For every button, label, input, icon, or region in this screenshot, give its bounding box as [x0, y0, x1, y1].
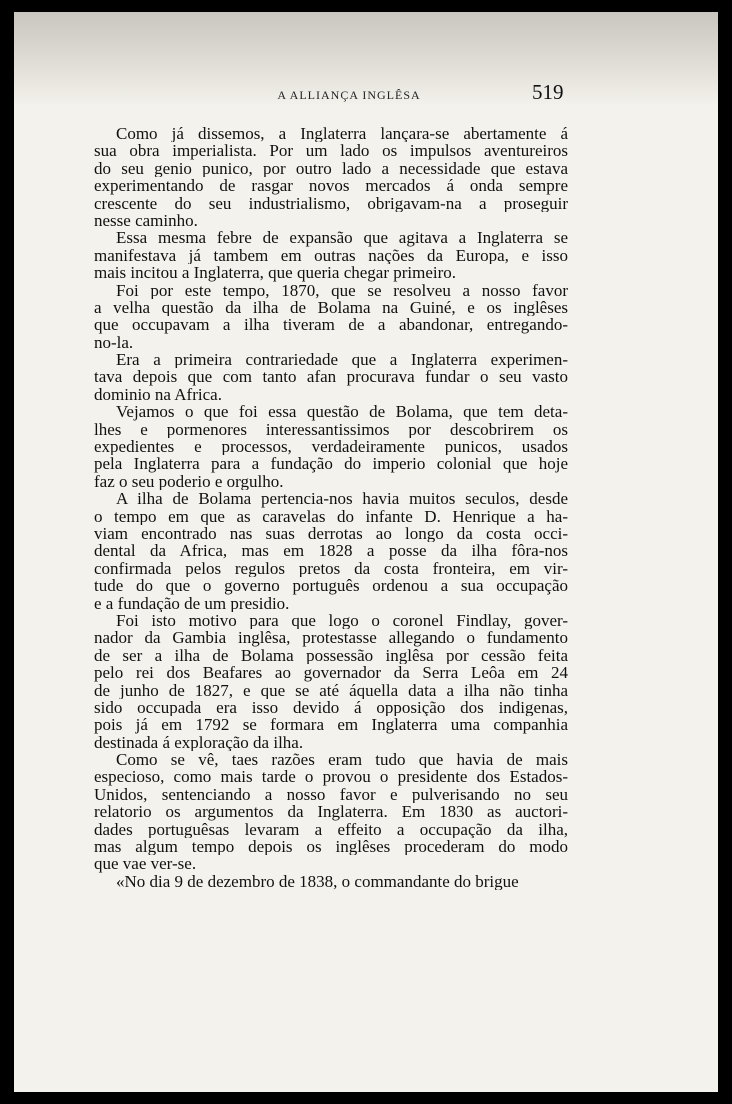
text-line: manifestava já tambem em outras nações da Europa, e isso	[94, 246, 568, 265]
paragraph	[94, 490, 568, 612]
book-page	[14, 12, 718, 1092]
paragraph	[94, 751, 568, 873]
text-line: crescente do seu industrialismo, obrigavam-na a proseguir	[94, 194, 568, 212]
text-line: lhes e pormenores interessantissimos por descobrirem os	[94, 420, 568, 439]
text-line: experimentando de rasgar novos mercados á onda sempre	[94, 177, 568, 195]
text-line: mais incitou a Inglaterra, que queria chegar primeiro.	[94, 264, 457, 282]
text-line: de junho de 1827, e que se até áquella data a ilha não tinha	[94, 681, 568, 699]
text-line: no-la.	[94, 333, 134, 352]
text-line: o tempo em que as caravelas do infante D. Henrique a ha-	[94, 507, 568, 525]
text-line: faz o seu poderio e orgulho.	[94, 472, 284, 491]
text-line: nesse caminho.	[94, 211, 198, 230]
text-line: tava depois que com tanto afan procurava fundar o seu vasto	[94, 368, 568, 386]
page-number: 519	[532, 80, 564, 104]
text-line: Como já dissemos, a Inglaterra lançara-se abertamente á	[116, 125, 568, 143]
text-line: «No dia 9 de dezembro de 1838, o commandante do brigue	[116, 872, 519, 891]
text-line: de ser a ilha de Bolama possessão inglêsa por cessão feita	[94, 646, 568, 665]
text-line: especioso, como mais tarde o provou o presidente dos Estados-	[94, 768, 568, 786]
paragraph	[94, 873, 568, 890]
paragraph	[94, 282, 568, 352]
text-line: dades portuguêsas levaram a effeito a occupação da ilha,	[94, 820, 568, 839]
text-line: Vejamos o que foi essa questão de Bolama, que tem deta-	[116, 403, 568, 421]
text-line: sua obra imperialista. Por um lado os impulsos aventureiros	[94, 142, 568, 160]
text-line: relatorio os argumentos da Inglaterra. Em 1830 as auctori-	[94, 803, 568, 821]
text-line: do seu genio punico, por outro lado a necessidade que estava	[94, 159, 568, 178]
running-title: A ALLIANÇA INGLÊSA	[277, 88, 421, 102]
text-line: sido occupada era isso devido á opposição dos indigenas,	[94, 698, 568, 717]
text-line: Essa mesma febre de expansão que agitava a Inglaterra se	[116, 229, 568, 247]
text-line: e a fundação de um presidio.	[94, 594, 290, 612]
body-text	[94, 125, 568, 890]
text-line: A ilha de Bolama pertencia-nos havia muitos seculos, desde	[116, 490, 568, 508]
text-line: destinada á exploração da ilha.	[94, 733, 304, 752]
text-line: Unidos, sentenciando a nosso favor e pulverisando no seu	[94, 785, 568, 804]
text-line: Era a primeira contrariedade que a Inglaterra experimen-	[116, 351, 568, 369]
text-line: que vae ver-se.	[94, 855, 197, 873]
text-line: expedientes e processos, verdadeiramente punicos, usados	[94, 438, 568, 456]
text-line: Foi por este tempo, 1870, que se resolveu a nosso favor	[116, 281, 568, 299]
text-line: pois já em 1792 se formara em Inglaterra uma companhia	[94, 716, 568, 734]
paragraph	[94, 125, 568, 229]
page-header	[14, 78, 718, 108]
text-line: pelo rei dos Beafares ao governador da Serra Leôa em 24	[94, 664, 568, 682]
paragraph	[94, 403, 568, 490]
paragraph	[94, 612, 568, 751]
paragraph	[94, 351, 568, 403]
text-line: nador da Gambia inglêsa, protestasse allegando o fundamento	[94, 629, 568, 647]
text-line: viam encontrado nas suas derrotas ao longo da costa occi-	[94, 524, 568, 543]
text-line: confirmada pelos regulos pretos da costa fronteira, em vir-	[94, 559, 568, 578]
text-line: a velha questão da ilha de Bolama na Guiné, e os inglêses	[94, 298, 568, 317]
text-line: mas algum tempo depois os inglêses procederam do modo	[94, 838, 568, 856]
text-line: dental da Africa, mas em 1828 a posse da ilha fôra-nos	[94, 542, 568, 560]
text-line: que occupavam a ilha tiveram de a abandonar, entregando-	[94, 316, 568, 334]
text-line: dominio na Africa.	[94, 385, 222, 404]
text-line: Como se vê, taes razões eram tudo que havia de mais	[116, 751, 568, 769]
text-line: pela Inglaterra para a fundação do imperio colonial que hoje	[94, 455, 568, 473]
text-line: tude do que o governo português ordenou a sua occupação	[94, 577, 568, 595]
text-line: Foi isto motivo para que logo o coronel Findlay, gover-	[116, 611, 568, 630]
paragraph	[94, 229, 568, 281]
